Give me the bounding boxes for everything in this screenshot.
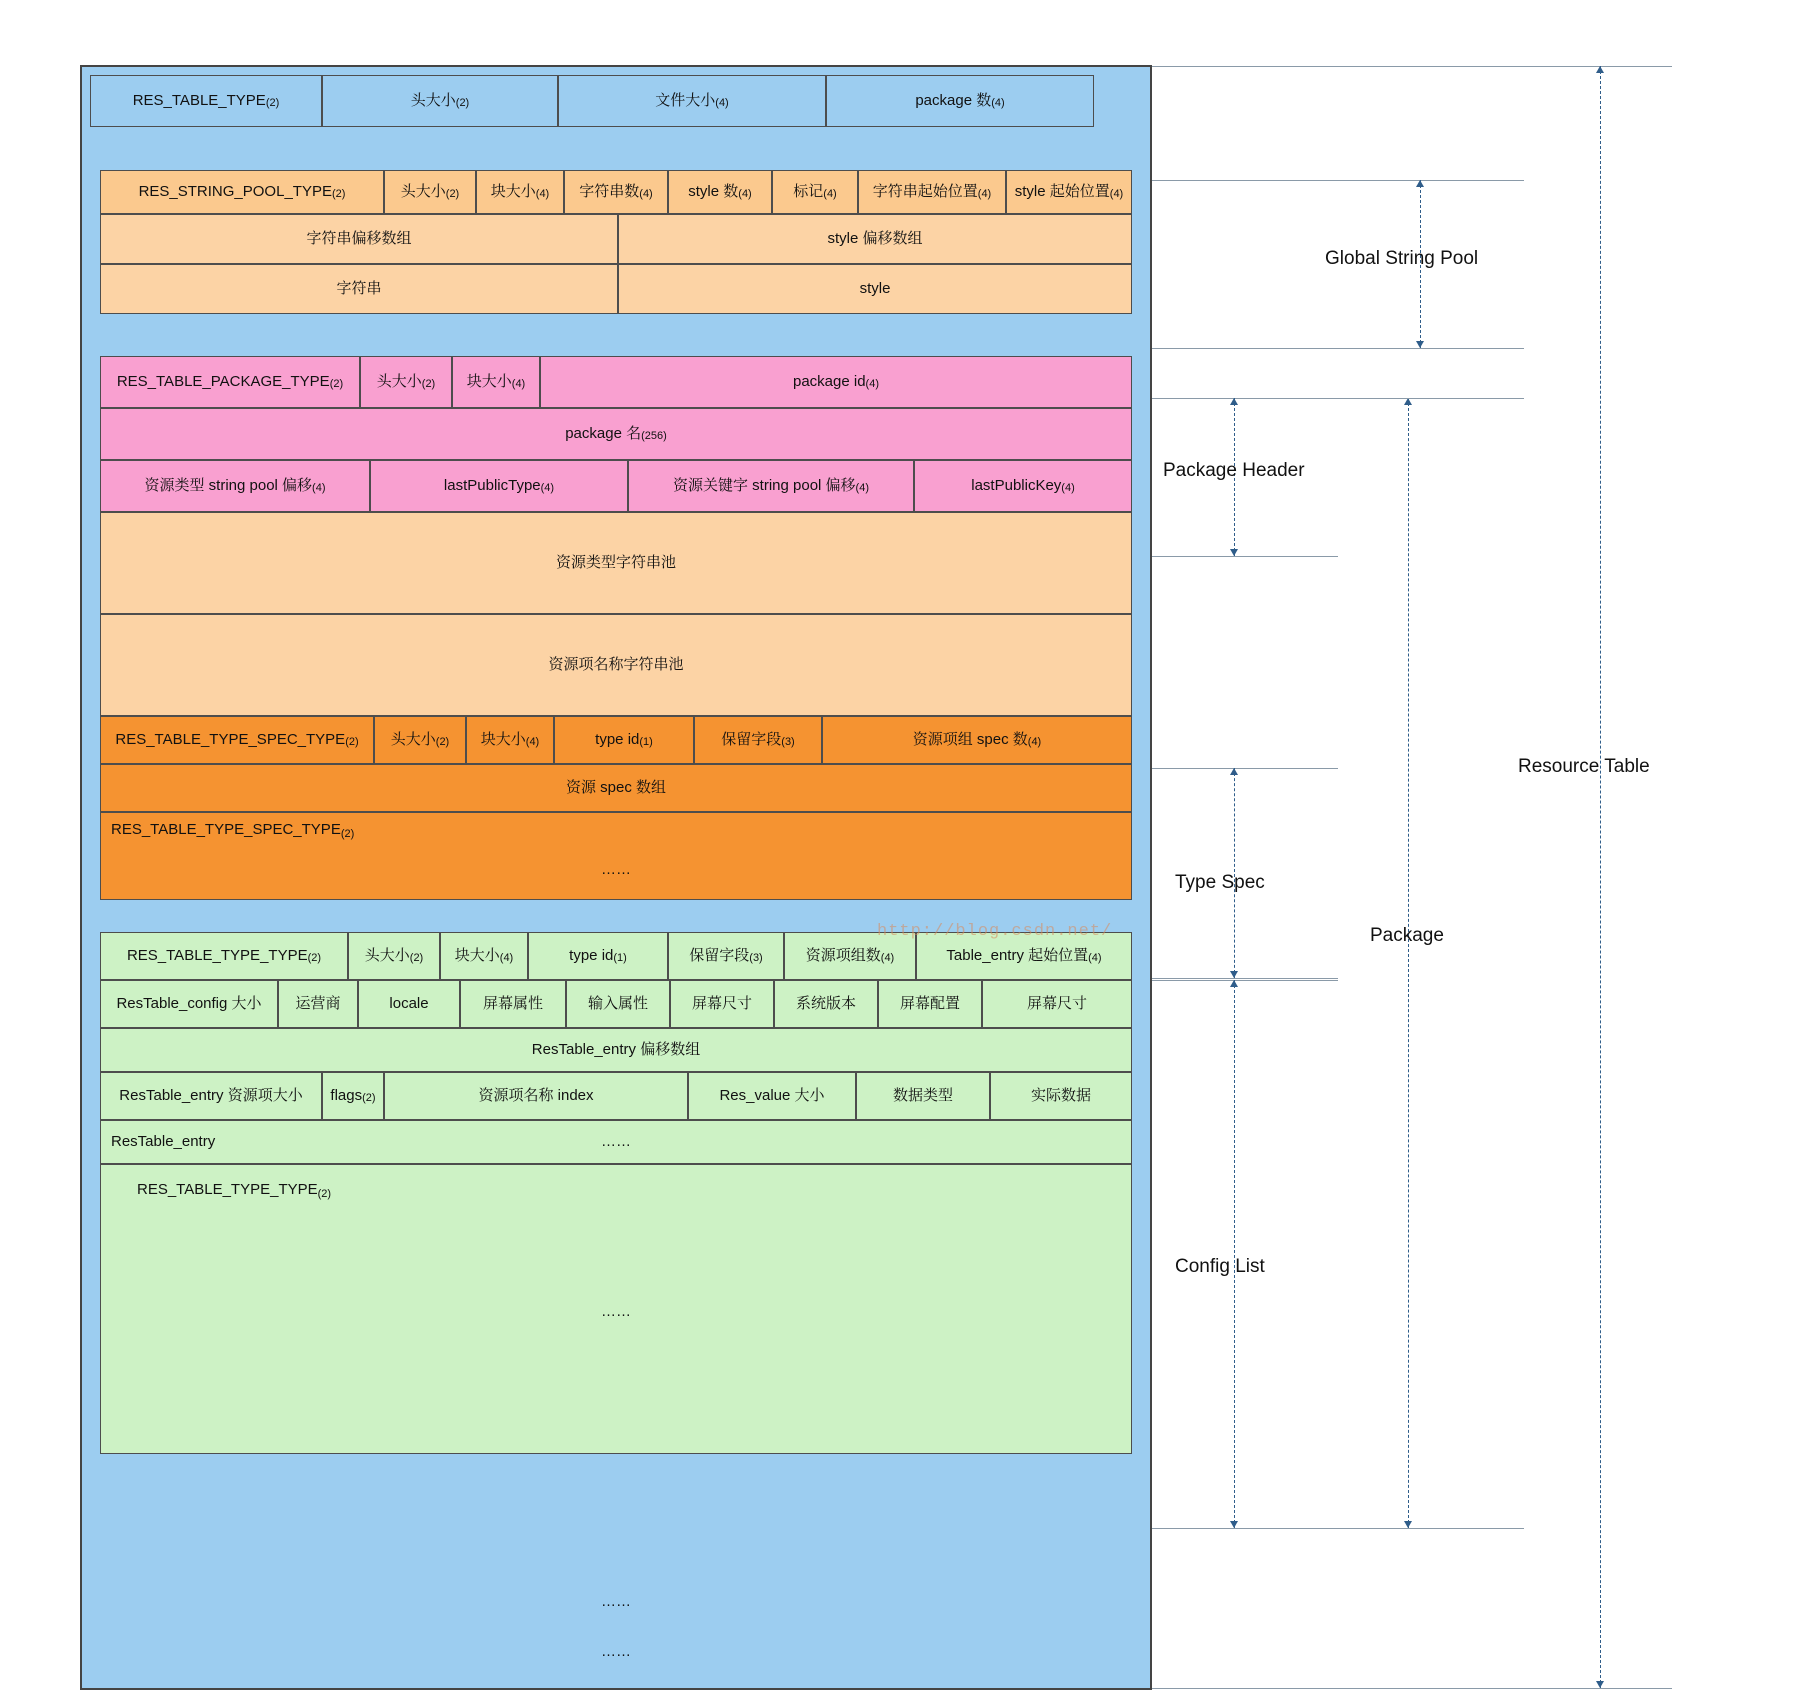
global-string-pool-block — [100, 170, 1132, 314]
gsp-arrow-down — [1416, 341, 1424, 348]
configlist-line-bottom — [1152, 1528, 1338, 1529]
leader-line-bottom — [1152, 1688, 1672, 1689]
pkgheader-arrow-up — [1230, 398, 1238, 405]
field-imsi — [278, 980, 358, 1028]
configlist-bracket — [1234, 980, 1235, 1528]
field-data-type — [856, 1072, 990, 1120]
field-version — [774, 980, 878, 1028]
field-res-string-pool-type — [100, 170, 384, 214]
res-table-type-type-repeat-row — [100, 1164, 1132, 1454]
field-label: ResTable_config 大小 — [116, 994, 262, 1012]
string-pool-offset-arrays-row — [100, 214, 1132, 264]
field-label: 块大小 — [466, 372, 512, 390]
field-res-table-type-type-repeat — [100, 1164, 1132, 1454]
field-style-count — [668, 170, 772, 214]
field-label: 资源类型 string pool 偏移 — [144, 476, 313, 494]
field-label: 数据类型 — [892, 1086, 953, 1104]
pkgheader-line-bottom — [1152, 556, 1338, 557]
package-bracket — [1408, 398, 1409, 1528]
package-arrow-down — [1404, 1521, 1412, 1528]
field-size: (2) — [329, 378, 344, 391]
resource-table-arrow-down — [1596, 1681, 1604, 1688]
field-input — [566, 980, 670, 1028]
annotation-package: Package — [1370, 925, 1444, 946]
field-res-table-package-type — [100, 356, 360, 408]
field-label-wrap — [137, 1181, 331, 1200]
field-label: 头大小 — [376, 372, 422, 390]
config-list-block — [100, 932, 1132, 1454]
field-entry-offset-array — [100, 1028, 1132, 1072]
field-size: (4) — [499, 952, 514, 965]
field-last-public-key — [914, 460, 1132, 512]
field-block-size — [466, 716, 554, 764]
resource-table-container — [80, 65, 1152, 1690]
type-spec-header-row — [100, 716, 1132, 764]
field-size: (4) — [855, 482, 869, 495]
pkgheader-line-top — [1152, 398, 1338, 399]
field-label: 头大小 — [410, 91, 456, 109]
field-entry-key-index — [384, 1072, 688, 1120]
field-label: 运营商 — [295, 994, 341, 1012]
pkgheader-arrow-down — [1230, 549, 1238, 556]
configlist-arrow-down — [1230, 1521, 1238, 1528]
field-screen-size — [670, 980, 774, 1028]
field-size: (2) — [362, 1092, 376, 1105]
field-strings-start — [858, 170, 1006, 214]
field-locale — [358, 980, 460, 1028]
field-label: 头大小 — [364, 946, 410, 964]
field-label: 块大小 — [480, 730, 526, 748]
field-type-id — [528, 932, 668, 980]
field-size: (2) — [435, 736, 450, 749]
package-header-row-2 — [100, 408, 1132, 460]
field-size: (2) — [445, 188, 460, 201]
field-spec-array — [100, 764, 1132, 812]
field-size: (2) — [409, 952, 424, 965]
typespec-line-bottom — [1152, 978, 1338, 979]
field-label: 资源 spec 数组 — [565, 778, 667, 796]
field-label: 块大小 — [490, 182, 536, 200]
field-size: (4) — [865, 378, 879, 391]
field-label: 资源项名称字符串池 — [548, 655, 684, 673]
field-label: 字符串 — [336, 279, 382, 297]
field-label: 文件大小 — [655, 91, 716, 109]
package-header-row-3 — [100, 460, 1132, 512]
field-header-size — [360, 356, 452, 408]
field-size: (2) — [421, 378, 436, 391]
type-spec-array-row — [100, 764, 1132, 812]
field-size: (2) — [307, 952, 322, 965]
field-size: (4) — [991, 97, 1005, 110]
field-size: (4) — [511, 378, 526, 391]
field-type-stringpool-offset — [100, 460, 370, 512]
field-label: 字符串数 — [579, 182, 640, 200]
field-label: style 起始位置 — [1014, 182, 1110, 200]
annotation-type-spec: Type Spec — [1175, 872, 1265, 893]
field-res-value-size — [688, 1072, 856, 1120]
field-size: (2) — [317, 1188, 332, 1200]
field-label: type id — [595, 730, 640, 748]
field-label-wrap — [111, 821, 354, 840]
field-label: style 数 — [688, 182, 739, 200]
field-label: Res_value 大小 — [719, 1086, 825, 1104]
type-string-pool-row — [100, 512, 1132, 614]
gsp-arrow-up — [1416, 180, 1424, 187]
field-label: RES_TABLE_TYPE_TYPE — [137, 1181, 318, 1198]
tail-ellipsis-1: …… — [601, 1593, 631, 1610]
field-block-size — [440, 932, 528, 980]
field-label: 系统版本 — [795, 994, 856, 1012]
gsp-line-bottom — [1152, 348, 1524, 349]
annotation-global-string-pool: Global String Pool — [1325, 248, 1479, 269]
field-size: (4) — [880, 952, 895, 965]
field-label: RES_TABLE_TYPE_SPEC_TYPE — [111, 821, 341, 838]
field-size: (2) — [345, 736, 359, 749]
field-label: ResTable_entry — [111, 1133, 216, 1150]
field-size: (4) — [1061, 482, 1075, 495]
field-res-table-type-spec-type — [100, 716, 374, 764]
package-line-top — [1338, 398, 1524, 399]
field-label: style — [859, 279, 891, 297]
field-label: 块大小 — [454, 946, 500, 964]
field-label: RES_TABLE_TYPE_SPEC_TYPE — [115, 730, 346, 748]
field-label: 资源项名称 index — [478, 1086, 594, 1104]
field-size: (2) — [331, 188, 346, 201]
field-label: 头大小 — [390, 730, 436, 748]
resource-table-header-row — [90, 75, 1142, 127]
string-pool-data-row — [100, 264, 1132, 314]
field-key-stringpool-offset — [628, 460, 914, 512]
field-size: (4) — [977, 188, 992, 201]
field-type-id — [554, 716, 694, 764]
field-res-table-entry-repeat — [100, 1120, 1132, 1164]
field-entry-size — [100, 1072, 322, 1120]
configlist-arrow-up — [1230, 980, 1238, 987]
key-string-pool-row — [100, 614, 1132, 716]
field-label: 屏幕属性 — [482, 994, 543, 1012]
field-label: 屏幕尺寸 — [691, 994, 752, 1012]
field-key-string-pool — [100, 614, 1132, 716]
field-config-size — [100, 980, 278, 1028]
field-label: lastPublicKey — [971, 476, 1062, 494]
field-size: (4) — [312, 482, 326, 495]
field-size: (4) — [823, 188, 837, 201]
annotation-config-list: Config List — [1175, 1256, 1265, 1277]
field-flags — [772, 170, 858, 214]
field-label: 资源关键字 string pool 偏移 — [673, 476, 856, 494]
field-label: 标记 — [793, 182, 824, 200]
field-label: style 偏移数组 — [827, 229, 923, 247]
field-label: RES_TABLE_TYPE_TYPE — [126, 946, 308, 964]
watermark-text: http://blog.csdn.net/ — [877, 922, 1113, 941]
field-file-size — [558, 75, 826, 127]
field-header-size — [322, 75, 558, 127]
annotation-package-header: Package Header — [1163, 460, 1305, 481]
leader-line-top — [1152, 66, 1672, 67]
annotation-resource-table: Resource Table — [1518, 756, 1650, 777]
package-block — [100, 356, 1132, 900]
field-last-public-type — [370, 460, 628, 512]
string-pool-header-row — [100, 170, 1132, 214]
field-size: (256) — [641, 430, 667, 443]
field-package-id — [540, 356, 1132, 408]
package-line-bottom — [1338, 1528, 1524, 1529]
field-label: 屏幕配置 — [899, 994, 960, 1012]
field-block-size — [452, 356, 540, 408]
field-label: 字符串偏移数组 — [306, 229, 412, 247]
field-actual-data — [990, 1072, 1132, 1120]
ellipsis: …… — [601, 861, 631, 878]
field-block-size — [476, 170, 564, 214]
field-screen-type — [460, 980, 566, 1028]
field-styles — [618, 264, 1132, 314]
field-label: flags — [330, 1086, 363, 1104]
field-size: (4) — [738, 188, 752, 201]
gsp-line-top — [1152, 180, 1524, 181]
field-label: 保留字段 — [721, 730, 782, 748]
field-size: (4) — [1088, 952, 1102, 965]
field-styles-start — [1006, 170, 1132, 214]
res-table-entry-repeat-row — [100, 1120, 1132, 1164]
field-size: (2) — [455, 97, 470, 110]
field-size: (4) — [1109, 188, 1124, 201]
res-table-entry-row — [100, 1072, 1132, 1120]
field-label: package id — [792, 372, 866, 390]
field-res-table-type — [90, 75, 322, 127]
field-label: type id — [569, 946, 614, 964]
field-size: (1) — [613, 952, 627, 965]
field-size: (4) — [535, 188, 550, 201]
field-size: (4) — [715, 97, 729, 110]
entry-offset-array-row — [100, 1028, 1132, 1072]
field-size: (3) — [749, 952, 763, 965]
field-label: RES_STRING_POOL_TYPE — [138, 182, 332, 200]
field-style-offset-array — [618, 214, 1132, 264]
field-size: (3) — [781, 736, 795, 749]
res-table-config-row — [100, 980, 1132, 1028]
field-label: 字符串起始位置 — [872, 182, 978, 200]
field-label: ResTable_entry 资源项大小 — [119, 1086, 303, 1104]
ellipsis: …… — [601, 1133, 631, 1150]
type-spec-repeat-row — [100, 812, 1132, 900]
field-label: locale — [389, 994, 429, 1012]
field-label: 资源项组数 — [805, 946, 881, 964]
field-label: package 数 — [915, 91, 992, 109]
field-screen-size-dp — [982, 980, 1132, 1028]
field-header-size — [384, 170, 476, 214]
field-res-table-type-spec-type-repeat — [100, 812, 1132, 900]
configlist-line-top — [1152, 980, 1338, 981]
field-label: 头大小 — [400, 182, 446, 200]
field-reserved — [694, 716, 822, 764]
typespec-arrow-down — [1230, 971, 1238, 978]
field-strings — [100, 264, 618, 314]
field-size: (2) — [340, 828, 355, 840]
field-label: 保留字段 — [689, 946, 750, 964]
field-label: lastPublicType — [443, 476, 541, 494]
field-size: (4) — [639, 188, 653, 201]
field-entry-spec-count — [822, 716, 1132, 764]
typespec-line-top — [1152, 768, 1338, 769]
field-string-count — [564, 170, 668, 214]
resource-table-arrow-up — [1596, 66, 1604, 73]
typespec-arrow-up — [1230, 768, 1238, 775]
field-label: RES_TABLE_PACKAGE_TYPE — [116, 372, 330, 390]
field-label: 屏幕尺寸 — [1026, 994, 1087, 1012]
field-size: (4) — [1027, 736, 1042, 749]
field-string-offset-array — [100, 214, 618, 264]
field-size: (2) — [265, 97, 280, 110]
field-label: 输入属性 — [587, 994, 648, 1012]
field-label: ResTable_entry 偏移数组 — [531, 1040, 701, 1058]
tail-ellipsis-2: …… — [601, 1643, 631, 1660]
field-package-count — [826, 75, 1094, 127]
field-size: (4) — [525, 736, 540, 749]
field-label: Table_entry 起始位置 — [946, 946, 1089, 964]
field-type-string-pool — [100, 512, 1132, 614]
package-header-row-1 — [100, 356, 1132, 408]
field-res-table-type-type — [100, 932, 348, 980]
field-entry-flags — [322, 1072, 384, 1120]
field-header-size — [374, 716, 466, 764]
field-label: 实际数据 — [1030, 1086, 1091, 1104]
field-label: package 名 — [565, 424, 642, 442]
field-label: 资源类型字符串池 — [555, 553, 676, 571]
field-size: (4) — [540, 482, 555, 495]
field-label: 资源项组 spec 数 — [912, 730, 1028, 748]
field-package-name — [100, 408, 1132, 460]
field-size: (1) — [639, 736, 653, 749]
resource-table-bracket — [1600, 66, 1601, 1688]
field-reserved — [668, 932, 784, 980]
field-label: RES_TABLE_TYPE — [132, 91, 266, 109]
ellipsis: …… — [601, 1303, 631, 1320]
field-screen-config — [878, 980, 982, 1028]
package-arrow-up — [1404, 398, 1412, 405]
field-header-size — [348, 932, 440, 980]
